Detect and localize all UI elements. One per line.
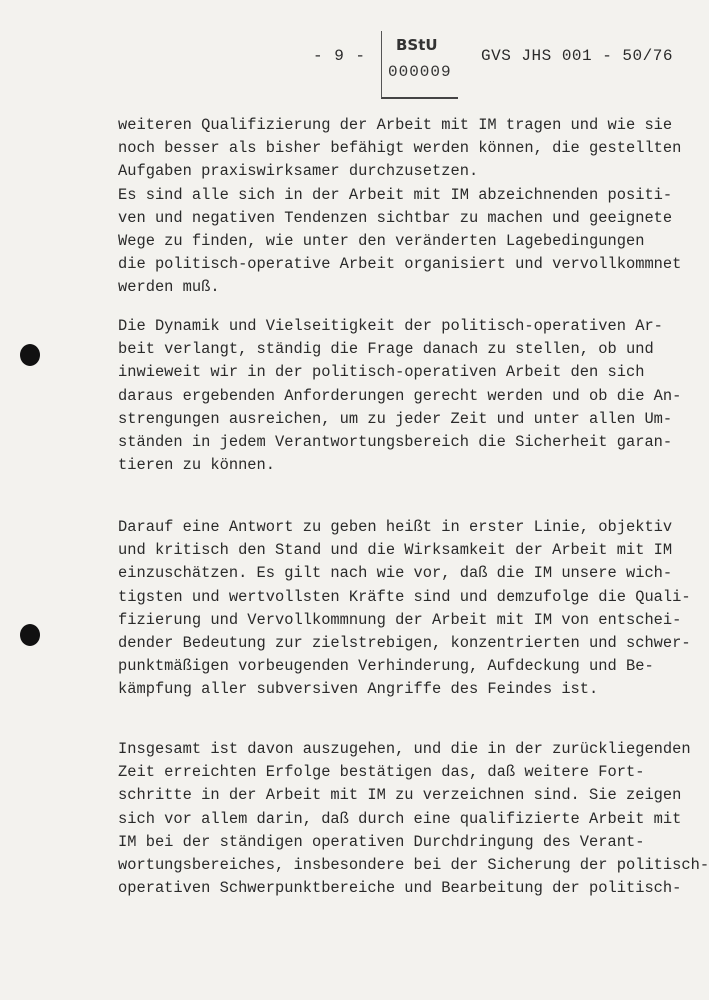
text-line: punktmäßigen vorbeugenden Verhinderung, Aufdeckung und Be- (118, 657, 654, 676)
text-line: beit verlangt, ständig die Frage danach zu stellen, ob und (118, 340, 654, 359)
text-line: kämpfung aller subversiven Angriffe des Feindes ist. (118, 680, 599, 699)
text-line: tieren zu können. (118, 456, 276, 475)
text-line: fizierung und Vervollkommnung der Arbeit mit IM von entschei- (118, 610, 682, 629)
text-line: inwieweit wir in der politisch-operativen Arbeit den sich (118, 363, 645, 382)
text-line: strengungen ausreichen, um zu jeder Zeit und unter allen Um- (118, 409, 673, 428)
text-line: weiteren Qualifizierung der Arbeit mit IM tragen und wie sie (118, 116, 673, 134)
document-reference: GVS JHS 001 - 50/76 (481, 47, 673, 65)
text-line: operativen Schwerpunktbereiche und Bearbeitung der politisch- (118, 879, 682, 898)
text-line: dender Bedeutung zur zielstrebigen, konzentrierten und schwer- (118, 633, 691, 652)
paragraph-3 (118, 516, 709, 702)
text-line: IM bei der ständigen operativen Durchdringung des Verant- (118, 832, 645, 851)
text-line: und kritisch den Stand und die Wirksamkeit der Arbeit mit IM (118, 541, 673, 560)
text-line: schritte in der Arbeit mit IM zu verzeichnen sind. Sie zeigen (118, 786, 682, 805)
text-line: daraus ergebenden Anforderungen gerecht werden und ob die An- (118, 386, 682, 405)
text-line: Darauf eine Antwort zu geben heißt in erster Linie, objektiv (118, 518, 673, 536)
stamp-label: BStU (396, 36, 438, 54)
text-line: noch besser als bisher befähigt werden können, die gestellten (118, 139, 682, 158)
text-line: Insgesamt ist davon auszugehen, und die in der zurückliegenden (118, 740, 691, 758)
text-line: Zeit erreichten Erfolge bestätigen das, daß weitere Fort- (118, 763, 645, 782)
text-line: Es sind alle sich in der Arbeit mit IM abzeichnenden positi- (118, 185, 673, 204)
paragraph-2 (118, 315, 709, 477)
text-line: Wege zu finden, wie unter den veränderten Lagebedingungen (118, 231, 645, 250)
text-line: wortungsbereiches, insbesondere bei der Sicherung der politisch- (118, 855, 709, 874)
punch-hole (20, 624, 40, 646)
paragraph-1 (118, 114, 709, 300)
stamp-number: 000009 (388, 63, 452, 81)
text-line: Die Dynamik und Vielseitigkeit der politisch-operativen Ar- (118, 317, 663, 335)
paragraph-4 (118, 738, 709, 900)
page-number: - 9 - (313, 47, 367, 65)
text-line: werden muß. (118, 278, 220, 297)
punch-hole (20, 344, 40, 366)
archive-stamp (381, 31, 458, 99)
text-line: die politisch-operative Arbeit organisiert und vervollkommnet (118, 255, 682, 274)
text-line: sich vor allem darin, daß durch eine qualifizierte Arbeit mit (118, 809, 682, 828)
text-line: Aufgaben praxiswirksamer durchzusetzen. (118, 162, 479, 181)
text-line: ven und negativen Tendenzen sichtbar zu machen und geeignete (118, 208, 673, 227)
text-line: einzuschätzen. Es gilt nach wie vor, daß die IM unsere wich- (118, 564, 673, 583)
text-line: ständen in jedem Verantwortungsbereich die Sicherheit garan- (118, 432, 673, 451)
text-line: tigsten und wertvollsten Kräfte sind und demzufolge die Quali- (118, 587, 691, 606)
